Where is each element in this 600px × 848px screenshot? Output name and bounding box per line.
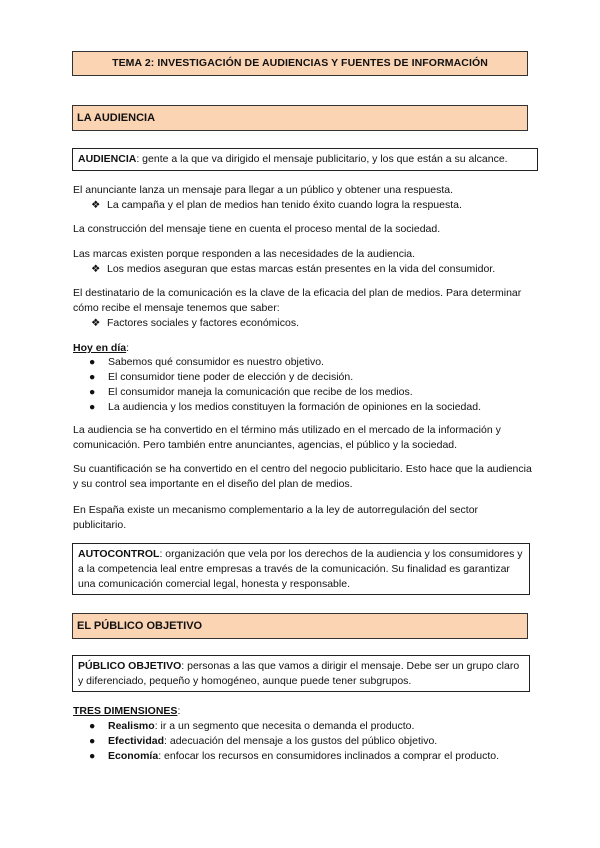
- heading-colon: :: [126, 342, 130, 354]
- bullet-icon: ●: [89, 750, 96, 762]
- list-item: ● El consumidor tiene poder de elección y de decisión.: [89, 371, 354, 383]
- bullet-icon: ●: [89, 371, 96, 383]
- definition-publico-objetivo: [72, 655, 530, 692]
- tres-dimensiones-heading: [73, 704, 533, 719]
- paragraph-1: El anunciante lanza un mensaje para llegar a un público y obtener una respuesta.: [73, 184, 454, 196]
- tres-dimensiones-label: TRES DIMENSIONES: [73, 705, 178, 717]
- bullet-icon: ●: [89, 356, 96, 368]
- paragraph-2: La construcción del mensaje tiene en cuenta el proceso mental de la sociedad.: [73, 223, 441, 235]
- document-title: TEMA 2: INVESTIGACIÓN DE AUDIENCIAS Y FUENTES DE INFORMACIÓN: [72, 51, 528, 76]
- section-heading-publico-objetivo: EL PÚBLICO OBJETIVO: [72, 613, 528, 639]
- list-item: ● Efectividad: adecuación del mensaje a los gustos del público objetivo.: [89, 735, 438, 747]
- section-heading-audiencia: LA AUDIENCIA: [72, 105, 528, 131]
- definition-term: PÚBLICO OBJETIVO: [78, 660, 182, 672]
- paragraph-5: La audiencia se ha convertido en el término más utilizado en el mercado de la información y comunicación. Pero también entre anunciantes, agencias, el público y la sociedad.: [73, 424, 501, 451]
- bullet-icon: ●: [89, 720, 96, 732]
- diamond-bullet-icon: ❖: [91, 199, 101, 211]
- definition-term: AUDIENCIA: [78, 153, 137, 165]
- list-item: ● Economía: enfocar los recursos en consumidores inclinados a comprar el producto.: [89, 750, 500, 762]
- diamond-bullet-icon: ❖: [91, 263, 101, 275]
- sub-item-text: Los medios aseguran que estas marcas están presentes en la vida del consumidor.: [107, 263, 496, 275]
- hoy-en-dia-label: Hoy en día: [73, 342, 127, 354]
- bullet-icon: ●: [89, 386, 96, 398]
- definition-text: : gente a la que va dirigido el mensaje publicitario, y los que están a su alcance.: [136, 153, 508, 165]
- definition-audiencia: [72, 148, 538, 171]
- bullet-icon: ●: [89, 735, 96, 747]
- heading-colon: :: [177, 705, 181, 717]
- paragraph-4: El destinatario de la comunicación es la clave de la eficacia del plan de medios. Para determinar cómo recibe el mensaje tenemos que saber:: [73, 287, 522, 314]
- hoy-en-dia-list: [73, 355, 481, 415]
- paragraph-6: Su cuantificación se ha convertido en el centro del negocio publicitario. Esto hace que la audiencia y su control sea importante en el diseño del plan de medios.: [73, 463, 532, 490]
- definition-text: : personas a las que vamos a dirigir el mensaje. Debe ser un grupo claro y diferenciado, pequeño y homogéneo, aunque puede tener subgrupos.: [78, 660, 520, 687]
- list-item: ● La audiencia y los medios constituyen la formación de opiniones en la sociedad.: [89, 401, 481, 413]
- sub-item-text: Factores sociales y factores económicos.: [107, 317, 299, 329]
- paragraph-3: Las marcas existen porque responden a las necesidades de la audiencia.: [73, 248, 416, 260]
- list-item: ● El consumidor maneja la comunicación que recibe de los medios.: [89, 386, 413, 398]
- definition-text: : organización que vela por los derechos de la audiencia y los consumidores y a la competencia leal entre empresas a través de la comunicación. Su finalidad es garantizar una comunicación comercial legal, honesta y responsable.: [78, 548, 523, 590]
- list-item: ● Sabemos qué consumidor es nuestro objetivo.: [89, 356, 324, 368]
- definition-autocontrol: [72, 543, 530, 595]
- sub-item-2: [91, 262, 495, 277]
- tres-dimensiones-list: [73, 719, 499, 764]
- sub-item-1: [91, 198, 462, 213]
- sub-item-text: La campaña y el plan de medios han tenido éxito cuando logra la respuesta.: [107, 199, 462, 211]
- paragraph-7: En España existe un mecanismo complementario a la ley de autorregulación del sector publicitario.: [73, 504, 479, 531]
- sub-item-3: [91, 316, 299, 331]
- diamond-bullet-icon: ❖: [91, 317, 101, 329]
- hoy-en-dia-heading: [73, 341, 533, 356]
- list-item: ● Realismo: ir a un segmento que necesita o demanda el producto.: [89, 720, 415, 732]
- definition-term: AUTOCONTROL: [78, 548, 160, 560]
- bullet-icon: ●: [89, 401, 96, 413]
